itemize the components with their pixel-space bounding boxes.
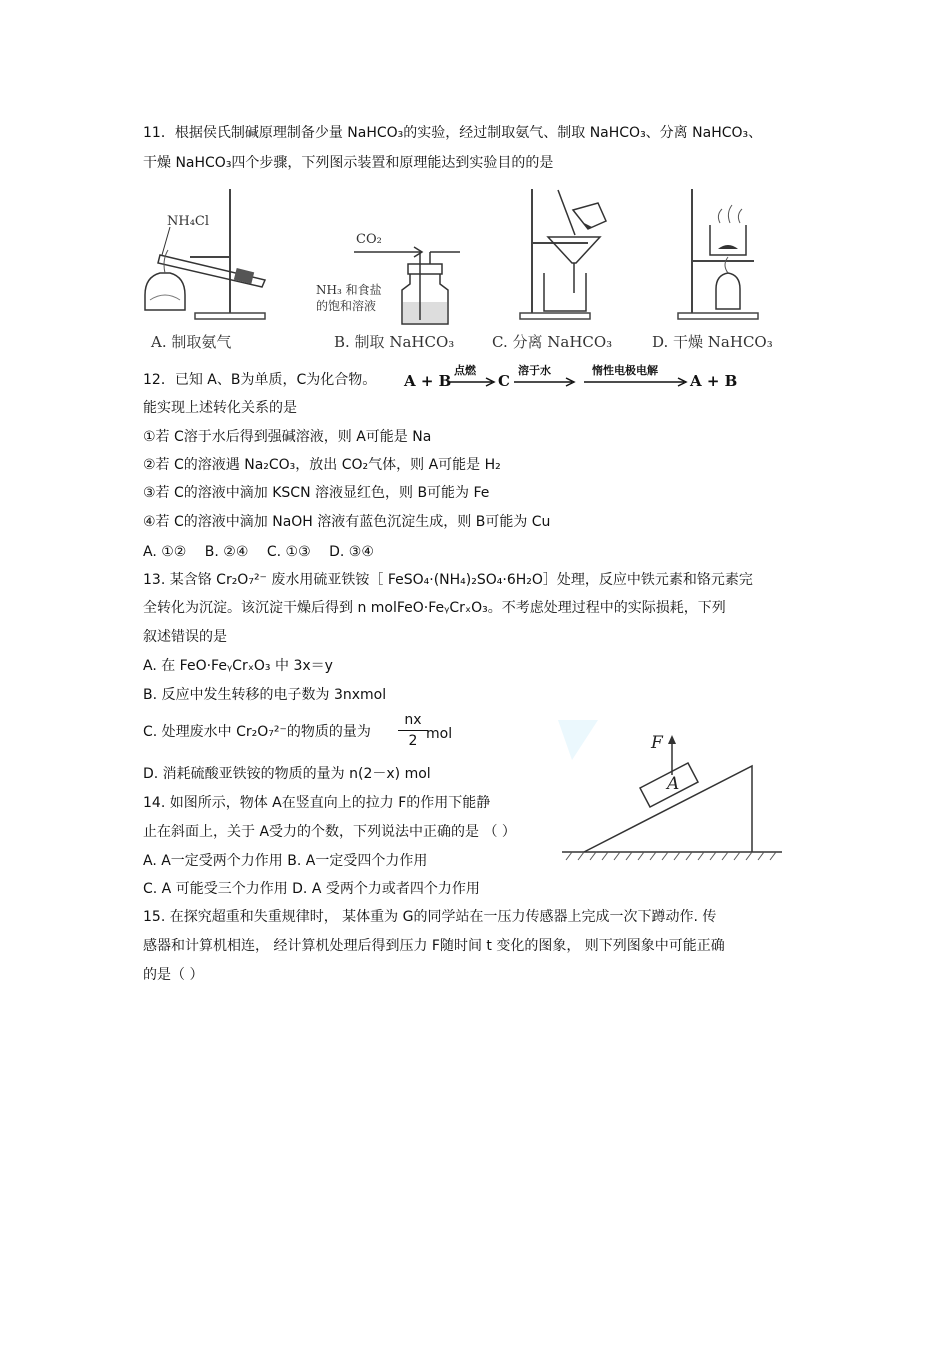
figure-a-caption: A. 制取氨气 (151, 333, 232, 351)
fraction-denominator: 2 (408, 733, 418, 749)
q12-item-3: ③若 C的溶液中滴加 KSCN 溶液显红色，则 B可能为 Fe (143, 485, 490, 501)
figure-d-caption: D. 干燥 NaHCO₃ (652, 333, 773, 351)
scheme-step1: 点燃 (454, 364, 476, 377)
q12-options (143, 542, 388, 562)
q15-line3: 的是（ ） (143, 967, 204, 983)
figure-a-apparatus (140, 185, 280, 325)
q12-option-a[interactable]: A. ①② (143, 544, 187, 560)
scheme-step3: 惰性电极电解 (592, 364, 658, 377)
figure-b-caption: B. 制取 NaHCO₃ (334, 333, 455, 351)
q13-option-b[interactable]: B. 反应中发生转移的电子数为 3nxmol (143, 687, 387, 703)
q13-line2: 全转化为沉淀。该沉淀干燥后得到 n molFeO·FeᵧCrₓO₃。不考虑处理过程中的实际损耗，下列 (143, 600, 726, 616)
q15-line2: 感器和计算机相连， 经计算机处理后得到压力 F随时间 t 变化的图象， 则下列图象中可能正确 (143, 938, 725, 954)
q12-item-2: ②若 C的溶液遇 Na₂CO₃，放出 CO₂气体，则 A可能是 H₂ (143, 457, 501, 473)
figure-b-label-solution1: NH₃ 和食盐 (316, 283, 382, 297)
q15-line1: 15. 在探究超重和失重规律时， 某体重为 G的同学站在一压力传感器上完成一次下蹲动作. 传 (143, 909, 717, 925)
q12-item-4: ④若 C的溶液中滴加 NaOH 溶液有蓝色沉淀生成，则 B可能为 Cu (143, 514, 551, 530)
q13-option-c-fraction (398, 712, 428, 749)
q14-figure-label-f: F (651, 733, 663, 753)
q11-line1: 11．根据侯氏制碱原理制备少量 NaHCO₃的实验，经过制取氨气、制取 NaHCO₃、分离 NaHCO₃、 (143, 125, 763, 141)
q14-options-row2[interactable]: C. A 可能受三个力作用 D. A 受两个力或者四个力作用 (143, 881, 480, 897)
scheme-arrow-1 (450, 377, 496, 387)
scheme-arrow-3 (584, 377, 688, 387)
figure-c-caption: C. 分离 NaHCO₃ (492, 333, 613, 351)
scheme-mid: C (498, 372, 510, 390)
figure-a-label: NH₄Cl (167, 214, 210, 229)
fraction-numerator: nx (404, 712, 422, 728)
q12-option-d[interactable]: D. ③④ (329, 544, 374, 560)
q14-figure-label-a: A (667, 774, 680, 794)
q13-option-c[interactable]: C. 处理废水中 Cr₂O₇²⁻的物质的量为 (143, 724, 371, 740)
figure-b-label-co2: CO₂ (356, 232, 382, 247)
q12-question: 能实现上述转化关系的是 (143, 400, 297, 416)
figure-d-apparatus (676, 185, 781, 325)
q12-item-1: ①若 C溶于水后得到强碱溶液，则 A可能是 Na (143, 429, 432, 445)
q14-line1: 14. 如图所示，物体 A在竖直向上的拉力 F的作用下能静 (143, 795, 491, 811)
q11-line2: 干燥 NaHCO₃四个步骤，下列图示装置和原理能达到实验目的的是 (143, 155, 554, 171)
q12-reaction-scheme (404, 362, 744, 398)
q13-option-a[interactable]: A. 在 FeO·FeᵧCrₓO₃ 中 3x＝y (143, 658, 333, 674)
scheme-start: A + B (404, 372, 452, 390)
figure-b-label-solution2: 的饱和溶液 (316, 299, 377, 313)
figure-c-apparatus (518, 185, 618, 325)
q14-line2: 止在斜面上，关于 A受力的个数，下列说法中正确的是 （ ） (143, 824, 516, 840)
scheme-arrow-2 (514, 377, 576, 387)
scheme-end: A + B (690, 372, 738, 390)
q13-option-c-unit: mol (426, 726, 453, 742)
q12-option-b[interactable]: B. ②④ (204, 544, 249, 560)
q13-option-d[interactable]: D. 消耗硫酸亚铁铵的物质的量为 n(2－x) mol (143, 766, 431, 782)
q12-option-c[interactable]: C. ①③ (266, 544, 311, 560)
q13-line1: 13. 某含铬 Cr₂O₇²⁻ 废水用硫亚铁铵［ FeSO₄·(NH₄)₂SO₄·6H₂O］处理，反应中铁元素和铬元素完 (143, 572, 753, 588)
q14-options-row1[interactable]: A. A一定受两个力作用 B. A一定受四个力作用 (143, 853, 428, 869)
q12-stem: 12．已知 A、B为单质，C为化合物。 (143, 372, 377, 388)
scheme-step2: 溶于水 (518, 364, 551, 377)
q13-line3: 叙述错误的是 (143, 629, 227, 645)
